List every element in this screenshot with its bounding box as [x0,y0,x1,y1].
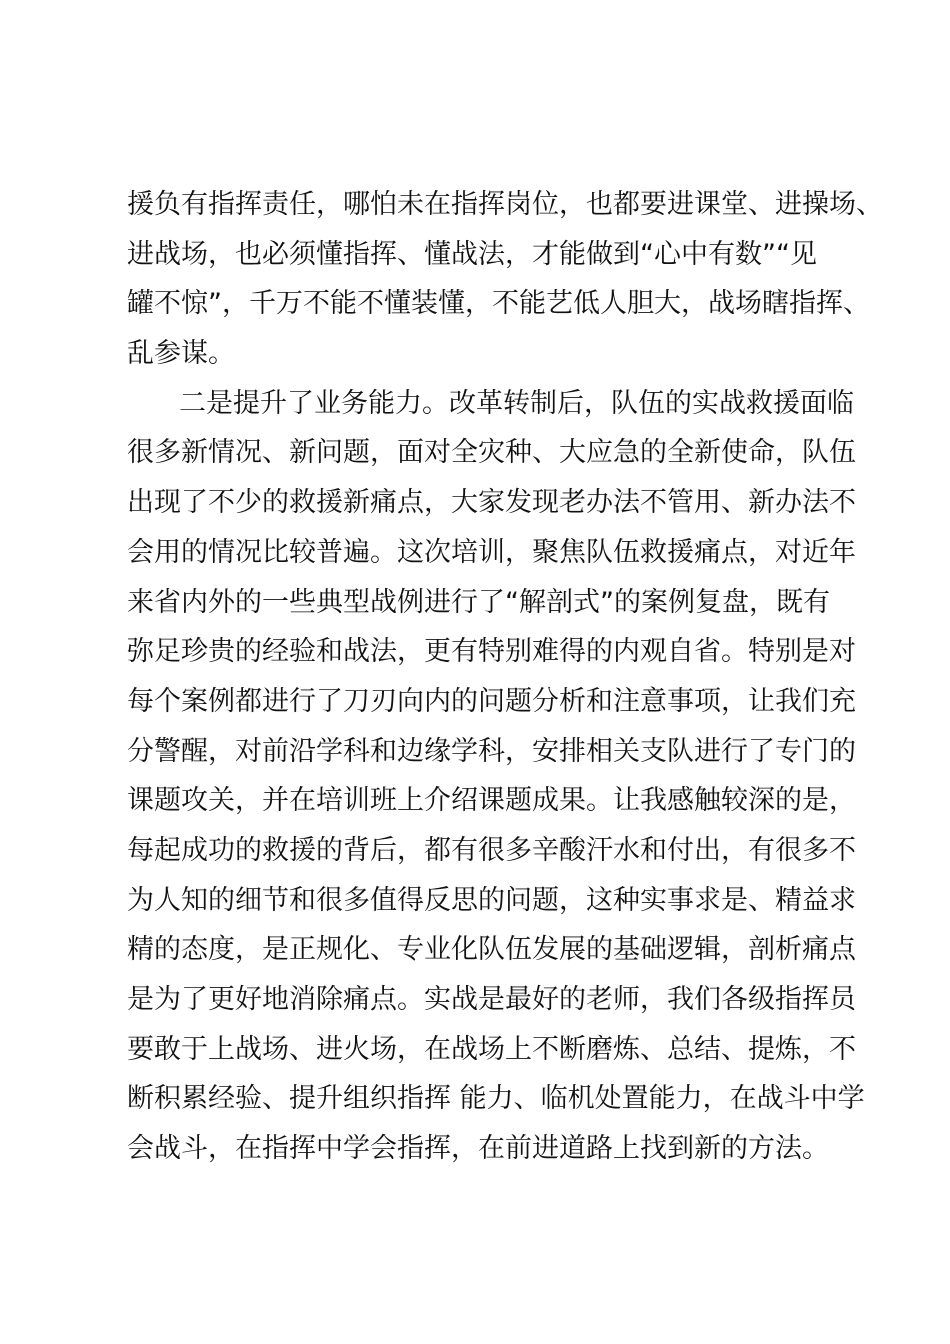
text-line-first: 二是提升了业务能力。改革转制后，队伍的实战救援面临 [179,387,854,419]
paragraph-1 [127,180,883,379]
text-line: 援负有指挥责任，哪怕未在指挥岗位，也都要进课堂、进操场、 [127,189,883,220]
text-line: 为人知的细节和很多值得反思的问题，这种实事求是、精益求 [127,884,856,916]
text-line: 每起成功的救援的背后，都有很多辛酸汗水和付出，有很多不 [127,834,856,866]
text-line: 会用的情况比较普遍。这次培训，聚焦队伍救援痛点，对近年 [127,536,856,568]
text-line: 是为了更好地消除痛点。实战是最好的老师，我们各级指挥员 [127,984,856,1015]
text-line: 很多新情况、新问题，面对全灾种、大应急的全新使命，队伍 [127,437,856,469]
paragraph-2 [127,379,865,1174]
text-line: 每个案例都进行了刀刃向内的问题分析和注意事项，让我们充 [127,685,856,717]
text-line: 乱参谋。 [127,338,235,370]
text-line: 进战场，也必须懂指挥、懂战法，才能做到“心中有数”“见 [127,238,817,270]
text-line: 弥足珍贵的经验和战法，更有特别难得的内观自省。特别是对 [127,636,856,668]
text-line: 分警醒，对前沿学科和边缘学科，安排相关支队进行了专门的 [127,735,856,767]
text-line: 精的态度，是正规化、专业化队伍发展的基础逻辑，剖析痛点 [127,934,856,966]
text-line: 来省内外的一些典型战例进行了“解剖式”的案例复盘，既有 [127,586,830,618]
body-text [127,180,883,1174]
text-line: 课题攻关，并在培训班上介绍课题成果。让我感触较深的是， [127,785,856,817]
text-line: 断积累经验、提升组织指挥 能力、临机处置能力，在战斗中学 [127,1083,865,1115]
text-line: 罐不惊”，千万不能不懂装懂，不能艺低人胆大，战场瞎指挥、 [127,288,870,320]
text-line: 会战斗，在指挥中学会指挥，在前进道路上找到新的方法。 [127,1133,829,1165]
text-line: 出现了不少的救援新痛点，大家发现老办法不管用、新办法不 [127,487,856,519]
text-line: 要敢于上战场、进火场，在战场上不断磨炼、总结、提炼，不 [127,1033,856,1065]
